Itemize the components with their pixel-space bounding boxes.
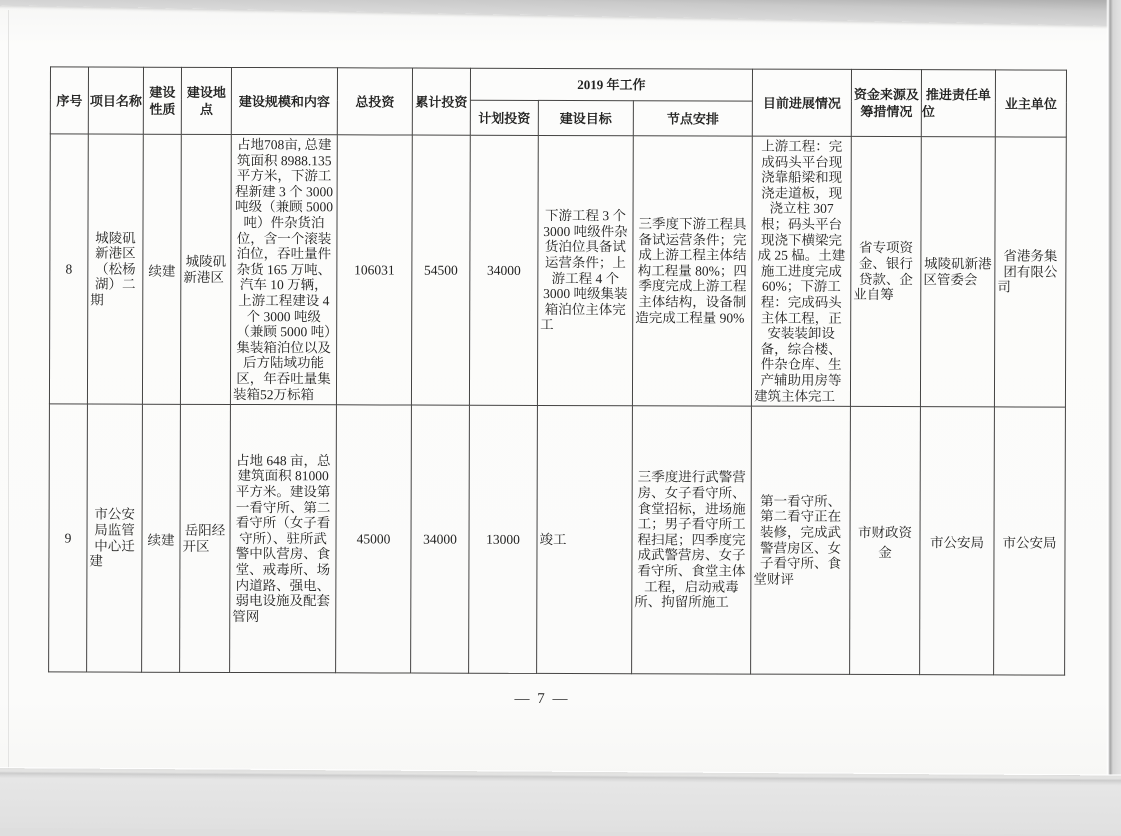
- cell-funding: 市财政资金: [850, 407, 921, 675]
- cell-planned-investment: 34000: [469, 135, 538, 405]
- header-total-investment: 总投资: [337, 68, 412, 135]
- cell-scale: 占地 648 亩，总建筑面积 81000 平方米。建设第一看守所、第二看守所（女子看守所）、驻所武警中队营房、食堂、戒毒所、场内道路、强电、弱电设施及配套管网: [230, 405, 337, 673]
- cell-project-name: 市公安局监管中心迁建: [87, 404, 143, 672]
- cell-construction-goal: 竣工: [537, 406, 633, 674]
- cell-cumulative-investment: 54500: [411, 135, 470, 405]
- header-planned-investment: 计划投资: [470, 100, 538, 135]
- header-cumulative-investment: 累计投资: [412, 68, 470, 135]
- header-location: 建设地点: [181, 67, 231, 134]
- header-responsible-unit: 推进责任单位: [921, 70, 995, 137]
- header-scale: 建设规模和内容: [231, 67, 337, 134]
- header-2019-work-group: 2019 年工作: [470, 68, 752, 101]
- cell-location: 城陵矶新港区: [180, 134, 231, 404]
- table-row-project-9: [49, 404, 1066, 675]
- cell-owner-unit: 省港务集团有限公司: [994, 137, 1066, 407]
- cell-milestones: 三季度进行武警营房、女子看守所、食堂招标，进场施工；男子看守所工程扫尾；四季度完成武警营房、女子看守所、食堂主体工程，启动戒毒所、拘留所施工: [632, 406, 752, 674]
- scan-right-edge: [1106, 0, 1121, 793]
- document-body: [48, 66, 1066, 709]
- cell-milestones: 三季度下游工程具备试运营条件；完成上游工程主体结构工程量 80%；四季度完成上游工程主体结构，设备制造完成工程量 90%: [632, 136, 752, 406]
- header-owner-unit: 业主单位: [995, 70, 1066, 137]
- cell-total-investment: 45000: [336, 405, 412, 673]
- cell-progress: 上游工程：完成码头平台现浇靠船梁和现浇走道板，现浇立柱 307 根；码头平台现浇下横梁完成 25 榀。土建施工进度完成 60%；下游工程：完成码头主体工程，正安装装卸设备，综合楼、件杂仓库、生产辅助用房等建筑主体完工: [751, 136, 851, 406]
- cell-responsible-unit: 市公安局: [920, 407, 995, 675]
- cell-progress: 第一看守所、第二看守正在装修，完成武警营房区、女子看守所、食堂财评: [751, 406, 851, 674]
- header-milestones: 节点安排: [633, 101, 752, 136]
- header-seq: 序号: [50, 67, 88, 134]
- header-construction-goal: 建设目标: [538, 100, 633, 135]
- cell-owner-unit: 市公安局: [994, 407, 1066, 675]
- header-funding: 资金来源及筹措情况: [851, 69, 921, 136]
- cell-total-investment: 106031: [336, 135, 412, 405]
- cell-seq: 9: [49, 404, 88, 672]
- cell-cumulative-investment: 34000: [411, 405, 470, 673]
- cell-nature: 续建: [142, 404, 181, 672]
- header-project-name: 项目名称: [88, 67, 143, 134]
- scan-left-edge: [8, 10, 9, 770]
- cell-construction-goal: 下游工程 3 个 3000 吨级件杂货泊位具备试运营条件；上游工程 4 个 3000 吨级集装箱泊位主体完工: [537, 135, 633, 405]
- cell-location: 岳阳经开区: [180, 404, 231, 672]
- cell-funding: 省专项资金、银行贷款、企业自筹: [850, 136, 921, 406]
- cell-nature: 续建: [142, 134, 181, 404]
- cell-seq: 8: [49, 134, 88, 404]
- project-table: [48, 66, 1067, 675]
- header-progress: 目前进展情况: [752, 69, 851, 136]
- header-nature: 建设性质: [143, 67, 181, 134]
- cell-scale: 占地708亩, 总建筑面积 8988.135 平方米，下游工程新建 3 个 3000 吨级（兼顾 5000 吨）件杂货泊位，含一个滚装泊位，吞吐量件杂货 165 万吨、汽车 10 万辆，上游工程建设 4 个 3000 吨级（兼顾 5000 吨）集装箱泊位以及后方陆域功能区，年吞吐量集装箱52万标箱: [230, 134, 337, 404]
- scan-bottom-edge: [0, 768, 1121, 836]
- scan-top-edge: [0, 0, 1110, 27]
- cell-planned-investment: 13000: [469, 405, 538, 673]
- cell-project-name: 城陵矶新港区（松杨湖）二期: [87, 134, 143, 404]
- cell-responsible-unit: 城陵矶新港区管委会: [920, 137, 995, 407]
- table-row-project-8: [49, 134, 1066, 407]
- page-number: — 7 —: [514, 690, 570, 708]
